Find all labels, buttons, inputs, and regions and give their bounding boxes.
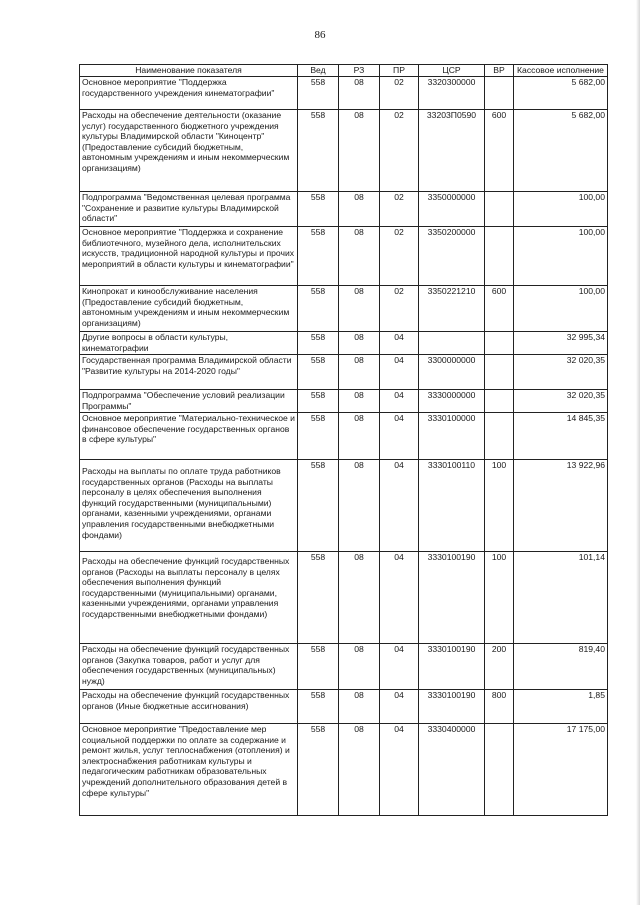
header-indicator-name: Наименование показателя xyxy=(80,65,298,77)
row-pr: 02 xyxy=(380,286,419,332)
row-pr: 02 xyxy=(380,110,419,192)
table-row xyxy=(80,552,608,644)
row-csr: 3350221210 xyxy=(419,286,485,332)
row-vr: 600 xyxy=(485,286,514,332)
table-row xyxy=(80,355,608,390)
header-pr: ПР xyxy=(380,65,419,77)
row-amount: 13 922,96 xyxy=(514,460,608,552)
row-vr xyxy=(485,413,514,460)
row-amount: 1,85 xyxy=(514,690,608,724)
row-pr: 02 xyxy=(380,192,419,227)
row-ved: 558 xyxy=(298,192,339,227)
header-rz: РЗ xyxy=(339,65,380,77)
row-pr: 04 xyxy=(380,332,419,355)
row-ved: 558 xyxy=(298,690,339,724)
row-csr: 3330400000 xyxy=(419,724,485,816)
row-vr xyxy=(485,355,514,390)
row-name: Основное мероприятие "Поддержка государственного учреждения кинематографии" xyxy=(80,77,298,110)
row-vr xyxy=(485,332,514,355)
row-name: Кинопрокат и кинообслуживание населения (Предоставление субсидий бюджетным, автономным учреждениям и иным некоммерческим организациям) xyxy=(80,286,298,332)
row-rz: 08 xyxy=(339,110,380,192)
table-row xyxy=(80,286,608,332)
row-pr: 02 xyxy=(380,227,419,286)
row-ved: 558 xyxy=(298,552,339,644)
row-csr: 3350000000 xyxy=(419,192,485,227)
row-name: Расходы на обеспечение функций государственных органов (Иные бюджетные ассигнования) xyxy=(80,690,298,724)
row-amount: 100,00 xyxy=(514,286,608,332)
row-ved: 558 xyxy=(298,390,339,413)
row-name: Государственная программа Владимирской области "Развитие культуры на 2014-2020 годы" xyxy=(80,355,298,390)
row-vr: 100 xyxy=(485,552,514,644)
row-amount: 819,40 xyxy=(514,644,608,690)
row-amount: 100,00 xyxy=(514,227,608,286)
row-pr: 04 xyxy=(380,690,419,724)
row-amount: 17 175,00 xyxy=(514,724,608,816)
row-rz: 08 xyxy=(339,355,380,390)
header-csr: ЦСР xyxy=(419,65,485,77)
row-amount: 32 020,35 xyxy=(514,355,608,390)
budget-execution-table xyxy=(79,64,608,816)
row-csr: 3300000000 xyxy=(419,355,485,390)
row-amount: 100,00 xyxy=(514,192,608,227)
table-row xyxy=(80,110,608,192)
header-cash-execution: Кассовое исполнение xyxy=(514,65,608,77)
row-rz: 08 xyxy=(339,192,380,227)
page-number: 86 xyxy=(314,29,326,41)
table-row xyxy=(80,460,608,552)
row-ved: 558 xyxy=(298,644,339,690)
row-csr xyxy=(419,332,485,355)
row-name: Основное мероприятие "Поддержка и сохранение библиотечного, музейного дела, исполнительских искусств, традиционной народной культуры и прочих мероприятий в области культуры и кинематографии" xyxy=(80,227,298,286)
table-row xyxy=(80,77,608,110)
row-name: Подпрограмма "Обеспечение условий реализации Программы" xyxy=(80,390,298,413)
row-pr: 04 xyxy=(380,355,419,390)
row-ved: 558 xyxy=(298,413,339,460)
row-rz: 08 xyxy=(339,690,380,724)
row-name: Расходы на обеспечение деятельности (оказание услуг) государственного бюджетного учреждения культуры Владимирской области "Киноцентр" (Предоставление субсидий бюджетным, автономным учреждениям и иным некоммерческим организациям) xyxy=(80,110,298,192)
row-rz: 08 xyxy=(339,460,380,552)
row-rz: 08 xyxy=(339,724,380,816)
row-vr: 100 xyxy=(485,460,514,552)
row-pr: 04 xyxy=(380,413,419,460)
row-vr: 200 xyxy=(485,644,514,690)
row-vr: 800 xyxy=(485,690,514,724)
row-pr: 04 xyxy=(380,460,419,552)
row-ved: 558 xyxy=(298,460,339,552)
row-rz: 08 xyxy=(339,552,380,644)
table-row xyxy=(80,390,608,413)
row-amount: 101,14 xyxy=(514,552,608,644)
header-ved: Вед xyxy=(298,65,339,77)
row-csr: 3330100190 xyxy=(419,644,485,690)
table-row xyxy=(80,413,608,460)
row-pr: 04 xyxy=(380,390,419,413)
row-rz: 08 xyxy=(339,644,380,690)
row-csr: 3350200000 xyxy=(419,227,485,286)
row-rz: 08 xyxy=(339,286,380,332)
row-name: Другие вопросы в области культуры, кинематографии xyxy=(80,332,298,355)
table-row xyxy=(80,192,608,227)
row-vr xyxy=(485,77,514,110)
row-csr: 3330100000 xyxy=(419,413,485,460)
row-vr xyxy=(485,724,514,816)
row-name: Подпрограмма "Ведомственная целевая программа "Сохранение и развитие культуры Владимирской области" xyxy=(80,192,298,227)
row-name: Основное мероприятие "Материально-техническое и финансовое обеспечение государственных органов в сфере культуры" xyxy=(80,413,298,460)
table-row xyxy=(80,644,608,690)
row-csr: 3330100190 xyxy=(419,690,485,724)
row-pr: 04 xyxy=(380,552,419,644)
row-amount: 5 682,00 xyxy=(514,110,608,192)
table-row xyxy=(80,690,608,724)
table-row xyxy=(80,227,608,286)
row-name: Расходы на обеспечение функций государственных органов (Расходы на выплаты персоналу в целях обеспечения выполнения функций государственными (муниципальными) органами, казенными учреждениями, органами управления государственными внебюджетными фондами) xyxy=(80,552,298,644)
row-amount: 5 682,00 xyxy=(514,77,608,110)
row-pr: 02 xyxy=(380,77,419,110)
table-row xyxy=(80,724,608,816)
header-vr: ВР xyxy=(485,65,514,77)
row-pr: 04 xyxy=(380,644,419,690)
row-csr: 3330100190 xyxy=(419,552,485,644)
row-csr: 3320300000 xyxy=(419,77,485,110)
row-rz: 08 xyxy=(339,390,380,413)
scan-edge-shadow xyxy=(636,0,640,905)
row-name: Расходы на выплаты по оплате труда работников государственных органов (Расходы на выплаты персоналу в целях обеспечения выполнения функций государственными (муниципальными) органами, казенными учреждениями, органами управления государственными внебюджетными фондами) xyxy=(80,460,298,552)
table-header-row xyxy=(80,65,608,77)
row-ved: 558 xyxy=(298,110,339,192)
row-amount: 32 995,34 xyxy=(514,332,608,355)
row-ved: 558 xyxy=(298,227,339,286)
row-pr: 04 xyxy=(380,724,419,816)
row-name: Основное мероприятие "Предоставление мер социальной поддержки по оплате за содержание и ремонт жилья, услуг теплоснабжения (отопления) и электроснабжения работникам культуры и педагогическим работникам образовательных учреждений дополнительного образования детей в сфере культуры" xyxy=(80,724,298,816)
row-ved: 558 xyxy=(298,332,339,355)
row-vr xyxy=(485,192,514,227)
table-row xyxy=(80,332,608,355)
row-csr: 33203П0590 xyxy=(419,110,485,192)
row-name: Расходы на обеспечение функций государственных органов (Закупка товаров, работ и услуг для обеспечения государственных (муниципальных) нужд) xyxy=(80,644,298,690)
row-vr xyxy=(485,227,514,286)
row-rz: 08 xyxy=(339,332,380,355)
row-amount: 32 020,35 xyxy=(514,390,608,413)
row-rz: 08 xyxy=(339,77,380,110)
row-vr: 600 xyxy=(485,110,514,192)
row-rz: 08 xyxy=(339,413,380,460)
row-ved: 558 xyxy=(298,355,339,390)
row-ved: 558 xyxy=(298,77,339,110)
row-vr xyxy=(485,390,514,413)
row-amount: 14 845,35 xyxy=(514,413,608,460)
row-ved: 558 xyxy=(298,286,339,332)
row-ved: 558 xyxy=(298,724,339,816)
row-rz: 08 xyxy=(339,227,380,286)
row-csr: 3330100110 xyxy=(419,460,485,552)
row-csr: 3330000000 xyxy=(419,390,485,413)
